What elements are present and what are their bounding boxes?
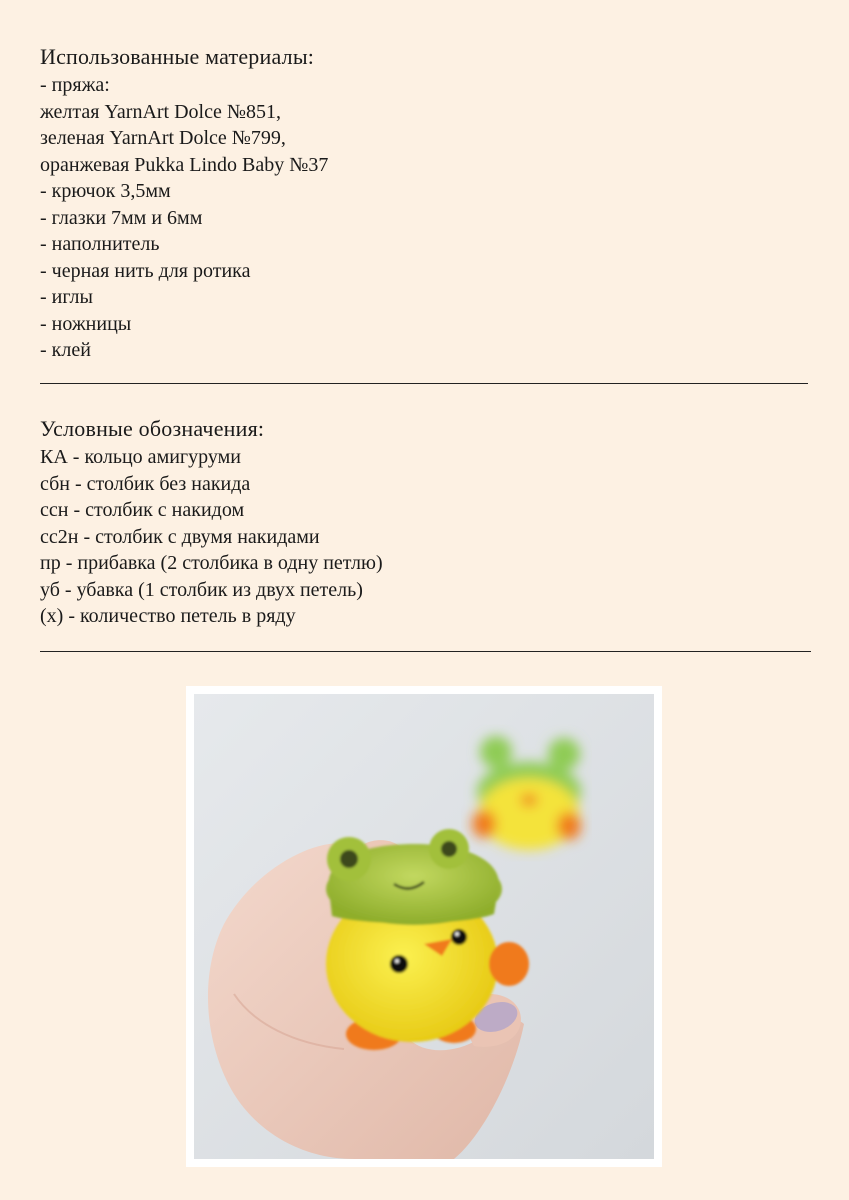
amigurumi-photo [194, 694, 654, 1159]
materials-section [40, 44, 810, 364]
material-item: - пряжа: [40, 74, 110, 96]
legend-item: (х) - количество петель в ряду [40, 605, 296, 627]
legend-section [40, 416, 810, 630]
material-item: - наполнитель [40, 233, 160, 255]
legend-item: уб - убавка (1 столбик из двух петель) [40, 578, 363, 601]
material-item: оранжевая Pukka Lindo Baby №37 [40, 153, 329, 176]
legend-item: ссн - столбик с накидом [40, 499, 245, 521]
material-item: - иглы [40, 286, 93, 308]
material-item: желтая YarnArt Dolce №851, [40, 100, 281, 123]
material-item: - клей [40, 339, 91, 361]
material-item: - ножницы [40, 312, 132, 335]
material-item: зеленая YarnArt Dolce №799, [40, 127, 286, 149]
legend-item: сбн - столбик без накида [40, 472, 251, 495]
legend-item: сс2н - столбик с двумя накидами [40, 525, 320, 548]
material-item: - черная нить для ротика [40, 259, 251, 282]
photo-frame [186, 686, 662, 1167]
section-divider [40, 383, 808, 384]
materials-title: Использованные материалы: [40, 44, 315, 69]
legend-title: Условные обозначения: [40, 416, 265, 441]
legend-item: пр - прибавка (2 столбика в одну петлю) [40, 552, 383, 574]
material-item: - крючок 3,5мм [40, 180, 171, 202]
legend-item: КА - кольцо амигуруми [40, 446, 241, 468]
section-divider [40, 651, 811, 652]
material-item: - глазки 7мм и 6мм [40, 206, 203, 229]
